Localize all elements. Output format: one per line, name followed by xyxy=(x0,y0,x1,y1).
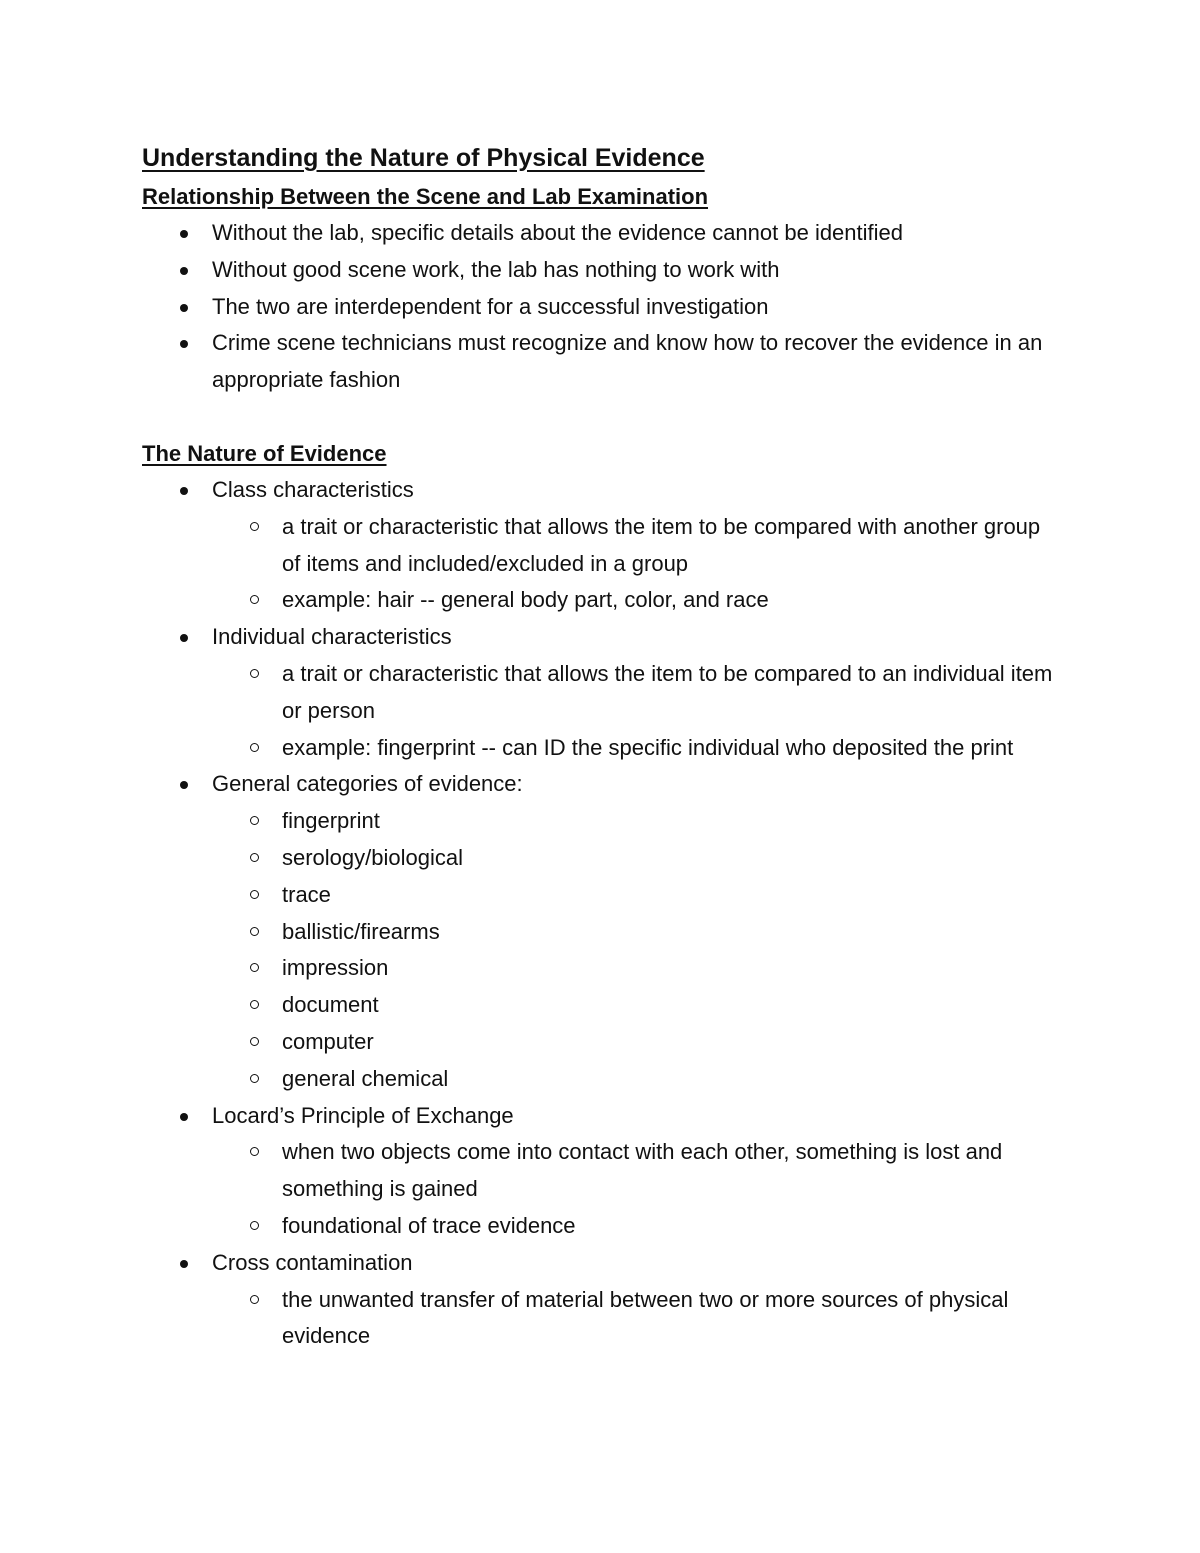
sub-list xyxy=(212,656,1062,766)
sub-list-item: fingerprint xyxy=(142,803,1062,840)
bullet-icon xyxy=(180,487,188,495)
sub-list-item: general chemical xyxy=(142,1061,1062,1098)
list-item: Individual characteristics a trait or characteristic that allows the item to be compared to an individual item or person example: fingerprint -- can ID the specific individual who deposited the print xyxy=(142,619,1062,766)
sub-list-item: example: fingerprint -- can ID the specific individual who deposited the print xyxy=(142,730,1062,767)
hollow-bullet-icon xyxy=(250,890,259,899)
sub-list-item: impression xyxy=(142,950,1062,987)
hollow-bullet-icon xyxy=(250,816,259,825)
hollow-bullet-icon xyxy=(250,1074,259,1083)
sub-list-item: serology/biological xyxy=(142,840,1062,877)
bullet-icon xyxy=(180,781,188,789)
sub-list-item: computer xyxy=(142,1024,1062,1061)
sub-list-item: foundational of trace evidence xyxy=(142,1208,1062,1245)
hollow-bullet-icon xyxy=(250,853,259,862)
list-item: Cross contamination the unwanted transfer of material between two or more sources of physical evidence xyxy=(142,1245,1062,1355)
section-spacer xyxy=(142,399,1062,435)
sub-list-item: example: hair -- general body part, color, and race xyxy=(142,582,1062,619)
section-heading-relationship: Relationship Between the Scene and Lab Examination xyxy=(142,184,709,209)
sub-list-item: a trait or characteristic that allows the item to be compared with another group of items and included/excluded in a group xyxy=(142,509,1062,583)
nature-of-evidence-list xyxy=(142,472,1062,1355)
sub-list-item: when two objects come into contact with each other, something is lost and something is gained xyxy=(142,1134,1062,1208)
bullet-icon xyxy=(180,340,188,348)
hollow-bullet-icon xyxy=(250,1221,259,1230)
section-heading-nature-of-evidence: The Nature of Evidence xyxy=(142,440,387,466)
hollow-bullet-icon xyxy=(250,1147,259,1156)
sub-list xyxy=(212,1134,1062,1244)
list-item: General categories of evidence: fingerprint serology/biological trace ballistic/firearms impression document computer general chemical xyxy=(142,766,1062,1097)
hollow-bullet-icon xyxy=(250,927,259,936)
bullet-icon xyxy=(180,634,188,642)
hollow-bullet-icon xyxy=(250,1295,259,1304)
relationship-list xyxy=(142,215,1062,399)
list-item: The two are interdependent for a successful investigation xyxy=(142,289,1062,326)
document-content xyxy=(142,138,1062,1355)
bullet-icon xyxy=(180,1260,188,1268)
bullet-icon xyxy=(180,304,188,312)
list-item: Locard’s Principle of Exchange when two objects come into contact with each other, something is lost and something is gained foundational of trace evidence xyxy=(142,1098,1062,1245)
hollow-bullet-icon xyxy=(250,743,259,752)
hollow-bullet-icon xyxy=(250,963,259,972)
sub-list xyxy=(212,803,1062,1097)
hollow-bullet-icon xyxy=(250,1000,259,1009)
sub-list-item: trace xyxy=(142,877,1062,914)
document-title: Understanding the Nature of Physical Evidence xyxy=(142,144,705,172)
bullet-icon xyxy=(180,1113,188,1121)
sub-list-item: ballistic/firearms xyxy=(142,914,1062,951)
bullet-icon xyxy=(180,267,188,275)
sub-list-item: document xyxy=(142,987,1062,1024)
hollow-bullet-icon xyxy=(250,522,259,531)
list-item: Without good scene work, the lab has nothing to work with xyxy=(142,252,1062,289)
sub-list-item: a trait or characteristic that allows the item to be compared to an individual item or person xyxy=(142,656,1062,730)
hollow-bullet-icon xyxy=(250,1037,259,1046)
hollow-bullet-icon xyxy=(250,669,259,678)
hollow-bullet-icon xyxy=(250,595,259,604)
sub-list-item: the unwanted transfer of material between two or more sources of physical evidence xyxy=(142,1282,1062,1356)
bullet-icon xyxy=(180,230,188,238)
sub-list xyxy=(212,509,1062,619)
list-item: Class characteristics a trait or characteristic that allows the item to be compared with another group of items and included/excluded in a group example: hair -- general body part, color, and race xyxy=(142,472,1062,619)
list-item: Without the lab, specific details about the evidence cannot be identified xyxy=(142,215,1062,252)
list-item: Crime scene technicians must recognize and know how to recover the evidence in an appropriate fashion xyxy=(142,325,1062,399)
sub-list xyxy=(212,1282,1062,1356)
